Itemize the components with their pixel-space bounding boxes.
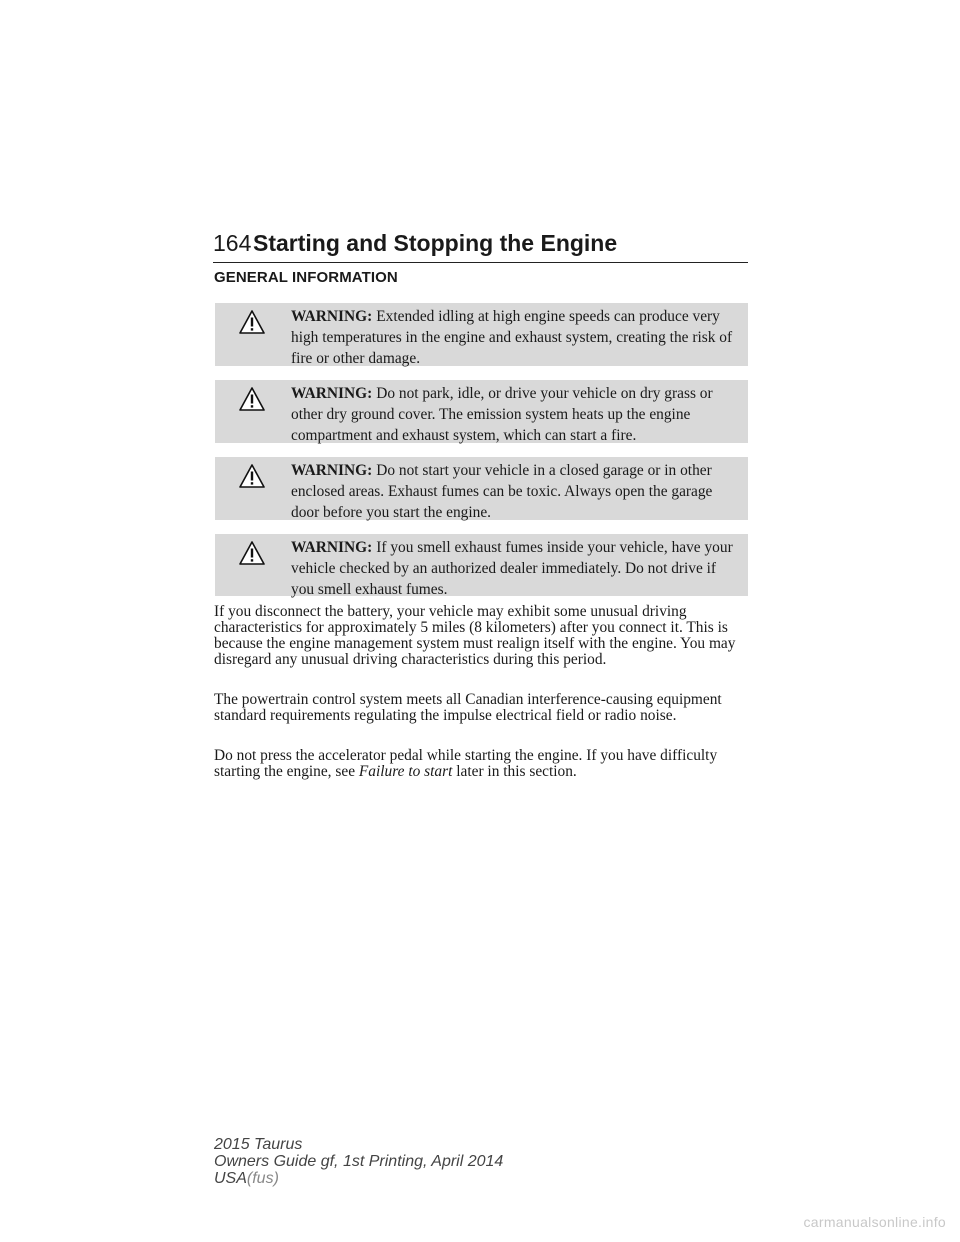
warning-text: Do not park, idle, or drive your vehicle on dry grass or other dry ground cover. The emission system heats up the engine compartment and exhaust system, which can start a fire. — [291, 385, 713, 444]
footer-code: (fus) — [246, 1170, 279, 1187]
warning-label: WARNING: — [291, 462, 373, 479]
paragraph-powertrain — [214, 692, 754, 724]
footer-market: USA — [214, 1170, 247, 1187]
warning-box — [215, 303, 748, 366]
warning-text: Extended idling at high engine speeds can produce very high temperatures in the engine and exhaust system, creating the risk of fire or other damage. — [291, 308, 733, 367]
warning-text: If you smell exhaust fumes inside your vehicle, have your vehicle checked by an authorized dealer immediately. Do not drive if you smell exhaust fumes. — [291, 539, 733, 598]
warning-box — [215, 457, 748, 520]
cross-reference-link[interactable]: Failure to start — [358, 763, 453, 780]
page-header — [213, 228, 748, 263]
paragraph-text: The powertrain control system meets all Canadian interference-causing equipment standard requirements regulating the impulse electrical field or radio noise. — [214, 691, 722, 724]
section-title: Starting and Stopping the Engine — [253, 230, 618, 256]
paragraph-battery — [214, 604, 754, 668]
warning-label: WARNING: — [291, 308, 373, 325]
paragraph-accelerator — [214, 748, 754, 780]
paragraph-text: Do not press the accelerator pedal while starting the engine. If you have difficulty starting the engine, see — [214, 747, 718, 780]
footer-model: 2015 Taurus — [214, 1136, 303, 1153]
watermark: carmanualsonline.info — [803, 1214, 946, 1230]
paragraph-text: If you disconnect the battery, your vehicle may exhibit some unusual driving characteristics for approximately 5 miles (8 kilometers) after you connect it. This is because the engine management system must realign itself with the engine. You may disregard any unusual driving characteristics during this period. — [214, 603, 736, 668]
paragraph-text: later in this section. — [452, 763, 577, 780]
warning-label: WARNING: — [291, 385, 373, 402]
page-number: 164 — [213, 230, 252, 256]
footer-edition: Owners Guide gf, 1st Printing, April 2014 — [214, 1153, 504, 1170]
warning-text: Do not start your vehicle in a closed garage or in other enclosed areas. Exhaust fumes can be toxic. Always open the garage door before you start the engine. — [291, 462, 713, 521]
print-footer — [214, 1136, 503, 1187]
warning-box — [215, 380, 748, 443]
warning-label: WARNING: — [291, 539, 373, 556]
warning-box — [215, 534, 748, 596]
section-heading: GENERAL INFORMATION — [214, 269, 398, 286]
